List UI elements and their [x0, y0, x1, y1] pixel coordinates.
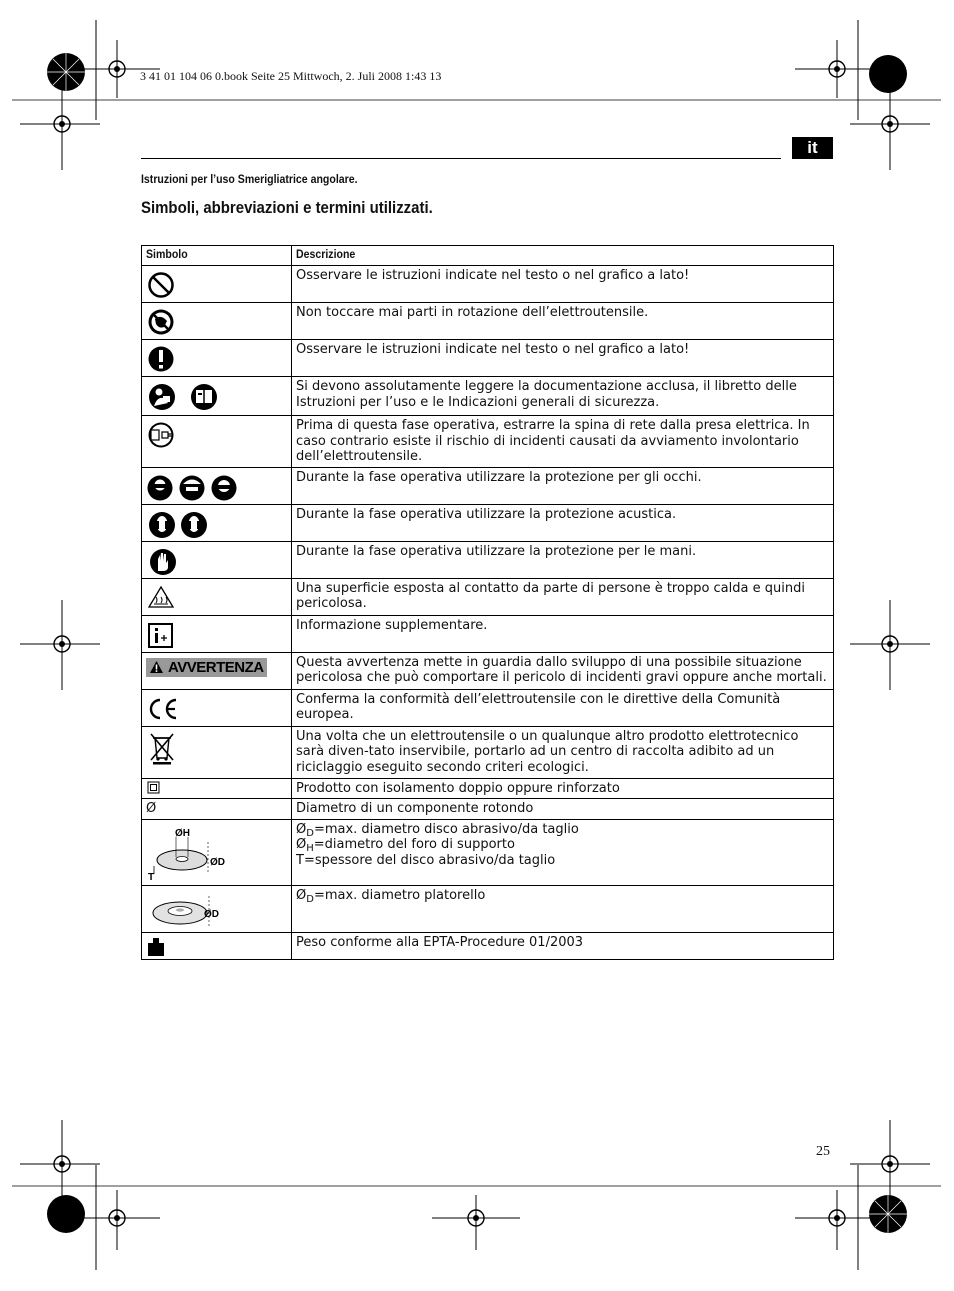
book-file-info: 3 41 01 104 06 0.book Seite 25 Mittwoch, 2. Juli 2008 1:43 13	[140, 69, 442, 83]
row-description: Diametro di un componente rotondo	[292, 799, 834, 820]
disc-label-t: T	[148, 871, 155, 882]
hand-protection-icon	[146, 544, 180, 576]
table-row	[142, 416, 834, 468]
section-title: Simboli, abbreviazioni e termini utilizzati.	[141, 198, 433, 217]
row-description: Non toccare mai parti in rotazione dell’elettroutensile.	[292, 303, 834, 340]
warning-label-icon: AVVERTENZA	[146, 658, 267, 677]
table-row	[142, 778, 834, 799]
backing-pad-icon	[146, 888, 246, 930]
table-row	[142, 303, 834, 340]
disc-dimensions-icon	[146, 822, 246, 882]
table-row	[142, 578, 834, 615]
weee-bin-icon	[146, 729, 178, 765]
row-description: Peso conforme alla EPTA-Procedure 01/2003	[292, 932, 834, 959]
row-description: Prima di questa fase operativa, estrarre la spina di rete dalla presa elettrica. In caso contrario esiste il rischio di incidenti causati da avviamento involontario dell’elettroutensile.	[292, 416, 834, 468]
row-description: Informazione supplementare.	[292, 615, 834, 652]
row-description: Osservare le istruzioni indicate nel testo o nel grafico a lato!	[292, 266, 834, 303]
do-not-touch-icon	[146, 305, 176, 337]
row-description: Prodotto con isolamento doppio oppure rinforzato	[292, 778, 834, 799]
table-header-row	[142, 246, 834, 266]
table-row	[142, 932, 834, 959]
table-row	[142, 885, 834, 932]
table-row	[142, 652, 834, 689]
ce-mark-icon	[146, 692, 180, 724]
table-row	[142, 615, 834, 652]
row-description: Si devono assolutamente leggere la documentazione acclusa, il libretto delle Istruzioni per l’uso e le Indicazioni generali di sicurezza.	[292, 377, 834, 416]
ear-protection-icon	[146, 507, 216, 539]
disc-label-d: ØD	[210, 856, 225, 868]
row-description: Durante la fase operativa utilizzare la protezione per gli occhi.	[292, 467, 834, 504]
info-icon	[146, 618, 176, 650]
eye-protection-icon	[146, 470, 246, 502]
column-header-symbol: Simbolo	[142, 246, 292, 266]
read-manual-icon	[146, 379, 226, 413]
unplug-icon	[146, 418, 176, 450]
diameter-symbol: Ø	[142, 799, 292, 820]
desc-line-pad: $Ø_D=\max$. diametro platorello	[296, 887, 486, 905]
hot-surface-icon	[146, 581, 176, 613]
disc-label-h: ØH	[175, 827, 190, 839]
page-number: 25	[816, 1144, 830, 1159]
language-tab: it	[792, 137, 833, 159]
table-row	[142, 467, 834, 504]
table-row	[142, 819, 834, 885]
row-description: Una volta che un elettroutensile o un qualunque altro prodotto elettrotecnico sarà diven-tato inservibile, portarlo ad un centro di raccolta adibito ad un riciclaggio eseguito secondo criteri ecologici.	[292, 726, 834, 778]
row-description	[292, 819, 834, 885]
table-row	[142, 541, 834, 578]
prohibition-icon	[146, 268, 176, 300]
row-description: Osservare le istruzioni indicate nel testo o nel grafico a lato!	[292, 340, 834, 377]
header-rule	[141, 158, 781, 159]
row-description: Conferma la conformità dell’elettroutensile con le direttive della Comunità europea.	[292, 689, 834, 726]
row-description: Durante la fase operativa utilizzare la protezione per le mani.	[292, 541, 834, 578]
symbols-table	[141, 245, 834, 960]
row-description: Una superficie esposta al contatto da parte di persone è troppo calda e quindi pericolosa.	[292, 578, 834, 615]
pad-label-d: ØD	[204, 908, 219, 920]
exclamation-icon	[146, 342, 176, 374]
table-row	[142, 377, 834, 416]
table-row	[142, 726, 834, 778]
desc-line-h: $Ø_H=diametro$ del foro di supporto	[296, 837, 515, 854]
table-row	[142, 340, 834, 377]
row-description: Durante la fase operativa utilizzare la protezione acustica.	[292, 504, 834, 541]
table-row	[142, 266, 834, 303]
row-description: Questa avvertenza mette in guardia dallo sviluppo di una possibile situazione pericolosa che può comportare il pericolo di incidenti gravi oppure anche mortali.	[292, 652, 834, 689]
column-header-description: Descrizione	[292, 246, 834, 266]
weight-icon	[146, 935, 166, 957]
desc-line-d: $Ø_D=\max$. diametro disco abrasivo/da taglio	[296, 821, 579, 839]
document-subtitle: Istruzioni per l’uso Smerigliatrice angolare.	[141, 172, 358, 186]
table-row	[142, 799, 834, 820]
table-row	[142, 689, 834, 726]
double-insulation-icon	[146, 781, 162, 795]
row-description	[292, 885, 834, 932]
desc-line-t: T=spessore del disco abrasivo/da taglio	[296, 852, 556, 868]
table-row	[142, 504, 834, 541]
